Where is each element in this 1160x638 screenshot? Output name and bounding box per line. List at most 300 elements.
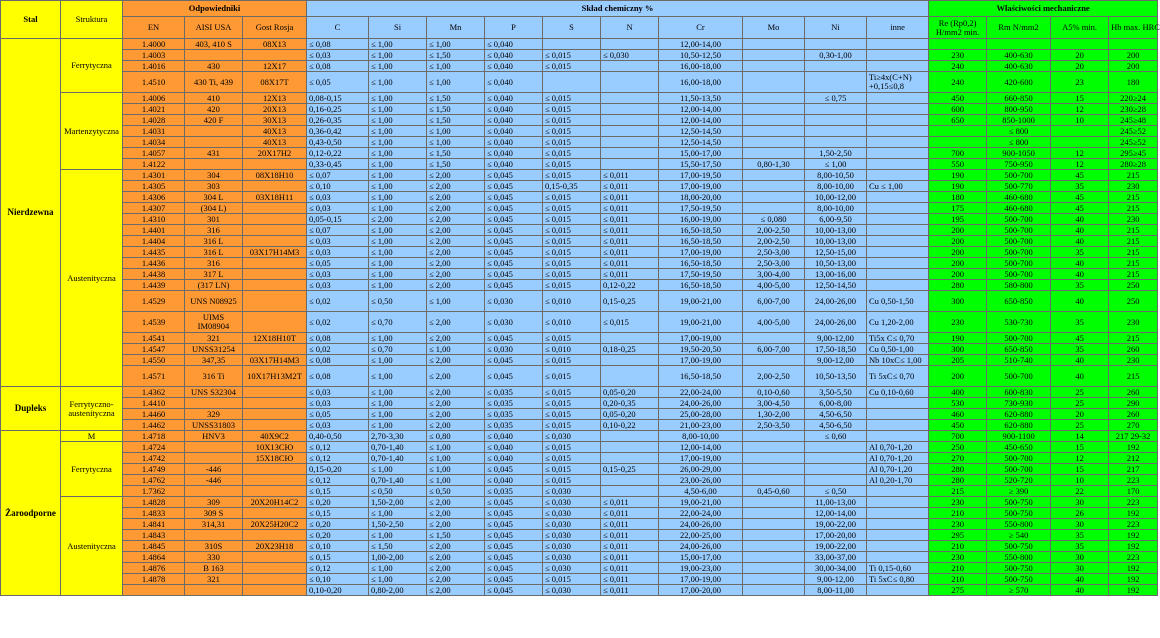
table-cell: 17,00-19,50 (659, 170, 743, 181)
table-cell: ≤ 0,015 (543, 225, 601, 236)
table-cell: Al 0,70-1,20 (867, 453, 929, 464)
table-cell: 2,70-3,30 (369, 431, 427, 442)
table-cell: 26,00-29,00 (659, 464, 743, 475)
table-cell: 300 (929, 344, 987, 355)
table-cell: ≤ 1,00 (369, 574, 427, 585)
table-cell (805, 475, 867, 486)
table-cell: 24,00-26,00 (659, 519, 743, 530)
table-cell: 210 (929, 563, 987, 574)
table-cell: 0,43-0,50 (307, 137, 369, 148)
table-cell: 14 (1051, 431, 1109, 442)
table-cell: ≤ 0,040 (485, 72, 543, 93)
table-cell: ≤ 1,00 (427, 137, 485, 148)
table-cell: 12X13 (243, 93, 307, 104)
table-cell: ≤ 0,045 (485, 203, 543, 214)
table-cell: ≤ 0,08 (307, 355, 369, 366)
table-cell: (304 L) (185, 203, 243, 214)
table-cell (743, 126, 805, 137)
header-gost: Gost Rosja (243, 17, 307, 39)
table-cell: 223 (1109, 475, 1158, 486)
table-cell: 1.4529 (123, 291, 185, 312)
table-cell: 15,50-17,50 (659, 159, 743, 170)
table-row (1, 475, 1158, 486)
structure-label: Ferrytyczna (61, 39, 123, 93)
table-cell: 316 Ti (185, 366, 243, 387)
table-cell (743, 442, 805, 453)
table-cell: 20X20H14C2 (243, 497, 307, 508)
table-cell: 3,00-4,00 (743, 269, 805, 280)
table-cell: ≤ 0,20 (307, 519, 369, 530)
table-cell: 321 (185, 574, 243, 585)
table-cell (601, 148, 659, 159)
table-cell: ≤ 0,030 (543, 541, 601, 552)
table-cell: 1.4000 (123, 39, 185, 50)
table-cell: 1.4864 (123, 552, 185, 563)
table-cell: 309 S (185, 508, 243, 519)
table-cell: 6,00-7,00 (743, 344, 805, 355)
header-sklad: Skład chemiczny % (307, 1, 929, 17)
table-cell: 230 (1109, 355, 1158, 366)
table-cell (243, 387, 307, 398)
table-cell (185, 159, 243, 170)
table-cell: 0,16-0,25 (307, 104, 369, 115)
table-cell: ≤ 1,00 (427, 72, 485, 93)
table-cell: Cu 0,50-1,00 (867, 344, 929, 355)
table-cell: 240 (929, 61, 987, 72)
table-cell: 17,00-19,00 (659, 574, 743, 585)
table-row (1, 420, 1158, 431)
table-cell: ≤ 0,045 (485, 574, 543, 585)
table-cell: 230 (929, 497, 987, 508)
table-cell (601, 486, 659, 497)
table-cell (243, 312, 307, 333)
table-cell: ≤ 0,030 (543, 585, 601, 596)
table-cell (805, 464, 867, 475)
table-cell: 215 (1109, 203, 1158, 214)
table-cell: 245≥48 (1109, 115, 1158, 126)
table-cell: 40 (1051, 258, 1109, 269)
table-cell: 40 (1051, 214, 1109, 225)
table-cell: ≤ 2,00 (427, 508, 485, 519)
table-cell: 215 (1109, 333, 1158, 344)
table-cell: ≤ 0,040 (485, 159, 543, 170)
table-cell: 15 (1051, 464, 1109, 475)
header-odpowiedniki: Odpowiedniki (123, 1, 307, 17)
table-cell: 8,00-10,00 (805, 181, 867, 192)
table-cell: 30,00-34,00 (805, 563, 867, 574)
table-cell (243, 291, 307, 312)
header-si: Si (369, 17, 427, 39)
table-cell (805, 72, 867, 93)
table-cell: ≤ 0,011 (601, 563, 659, 574)
table-cell (601, 126, 659, 137)
table-cell (743, 61, 805, 72)
table-cell (929, 126, 987, 137)
table-row (1, 486, 1158, 497)
table-cell: 1.4310 (123, 214, 185, 225)
table-cell (743, 519, 805, 530)
table-cell: Cu 0,50-1,50 (867, 291, 929, 312)
table-row (1, 137, 1158, 148)
table-cell (743, 104, 805, 115)
table-cell: 200 (1109, 50, 1158, 61)
table-cell: ≤ 0,015 (543, 61, 601, 72)
table-cell: ≤ 0,040 (485, 453, 543, 464)
table-cell: ≤ 0,50 (805, 486, 867, 497)
table-cell: ≤ 0,040 (485, 431, 543, 442)
table-cell (243, 409, 307, 420)
table-cell: ≤ 2,00 (427, 398, 485, 409)
table-cell: ≤ 0,045 (485, 530, 543, 541)
table-cell: 330 (185, 552, 243, 563)
header-rm: Rm N/mm2 (987, 17, 1051, 39)
table-cell: 1.4305 (123, 181, 185, 192)
table-row (1, 442, 1158, 453)
table-cell (243, 344, 307, 355)
table-cell (987, 39, 1051, 50)
table-cell: ≤ 0,045 (485, 170, 543, 181)
table-cell: 600 (929, 104, 987, 115)
table-cell (805, 453, 867, 464)
table-cell: ≤ 2,00 (427, 312, 485, 333)
table-cell: 280≥28 (1109, 159, 1158, 170)
table-cell: 3,50-5,50 (805, 387, 867, 398)
table-cell: 450 (929, 93, 987, 104)
header-ni: Ni (805, 17, 867, 39)
table-cell: ≤ 0,011 (601, 236, 659, 247)
table-cell: ≤ 0,011 (601, 508, 659, 519)
table-cell: 245≥52 (1109, 126, 1158, 137)
table-cell: 1,50-2,00 (369, 497, 427, 508)
table-cell: ≤ 2,00 (427, 203, 485, 214)
table-cell: 1.4742 (123, 453, 185, 464)
table-cell: 25 (1051, 398, 1109, 409)
table-cell: ≤ 0,030 (543, 497, 601, 508)
table-cell: 580-800 (987, 280, 1051, 291)
table-cell: 0,70-1,40 (369, 442, 427, 453)
table-cell: 10 (1051, 115, 1109, 126)
table-row (1, 366, 1158, 387)
table-cell: 0,10-0,20 (307, 585, 369, 596)
table-cell: ≤ 1,50 (427, 159, 485, 170)
table-cell: ≤ 1,00 (369, 508, 427, 519)
table-cell: 4,50-6,50 (805, 409, 867, 420)
table-cell: ≤ 0,015 (543, 366, 601, 387)
table-cell: 16,50-18,50 (659, 225, 743, 236)
table-cell: 750-950 (987, 159, 1051, 170)
table-cell: ≤ 0,035 (485, 486, 543, 497)
table-cell: 500-700 (987, 453, 1051, 464)
table-cell: 1.4404 (123, 236, 185, 247)
table-cell: 20 (1051, 50, 1109, 61)
table-cell (243, 225, 307, 236)
table-cell: ≤ 0,05 (307, 409, 369, 420)
table-cell: ≤ 1,00 (369, 72, 427, 93)
table-cell: 35 (1051, 312, 1109, 333)
table-cell: ≤ 0,015 (543, 104, 601, 115)
table-cell (867, 409, 929, 420)
table-cell (185, 442, 243, 453)
table-cell: ≤ 0,011 (601, 192, 659, 203)
table-cell: 15,00-17,00 (659, 552, 743, 563)
table-cell: 19,00-21,00 (659, 497, 743, 508)
table-cell: 17,00-19,00 (659, 181, 743, 192)
table-cell: 1.4547 (123, 344, 185, 355)
table-cell: ≤ 2,00 (427, 541, 485, 552)
table-cell: 40 (1051, 366, 1109, 387)
table-cell: 180 (1109, 72, 1158, 93)
table-cell (601, 72, 659, 93)
table-cell: ≤ 0,12 (307, 475, 369, 486)
table-cell: 230 (1109, 214, 1158, 225)
table-cell (601, 39, 659, 50)
table-cell: 19,00-23,00 (659, 563, 743, 574)
table-cell: 900-1100 (987, 431, 1051, 442)
table-cell: ≤ 1,50 (369, 541, 427, 552)
table-cell: 11,00-13,00 (805, 497, 867, 508)
header-p: P (485, 17, 543, 39)
table-cell: 1.4034 (123, 137, 185, 148)
table-cell: ≤ 1,00 (369, 387, 427, 398)
table-cell: ≤ 0,015 (543, 170, 601, 181)
table-cell (867, 203, 929, 214)
table-cell: 0,45-0,60 (743, 486, 805, 497)
table-cell: ≤ 0,035 (485, 398, 543, 409)
table-row (1, 61, 1158, 72)
table-cell: 200 (929, 366, 987, 387)
table-cell: UNS S32304 (185, 387, 243, 398)
table-cell (601, 355, 659, 366)
table-cell: ≤ 2,00 (427, 552, 485, 563)
table-row (1, 214, 1158, 225)
table-cell: 12 (1051, 453, 1109, 464)
table-cell: 1.4460 (123, 409, 185, 420)
table-cell: 1,50-2,50 (369, 519, 427, 530)
table-cell: 0,80-2,00 (369, 585, 427, 596)
table-cell: 17,00-20,00 (659, 585, 743, 596)
table-cell: 8,00-11,00 (805, 585, 867, 596)
table-cell (867, 225, 929, 236)
table-cell: ≤ 2,00 (427, 574, 485, 585)
table-cell: 12,50-14,50 (659, 137, 743, 148)
table-cell: 40 (1051, 291, 1109, 312)
table-cell: 190 (929, 170, 987, 181)
table-cell: ≤ 0,040 (485, 50, 543, 61)
table-cell: ≤ 0,015 (543, 269, 601, 280)
table-cell (743, 508, 805, 519)
table-row (1, 344, 1158, 355)
table-cell: 321 (185, 333, 243, 344)
table-cell: 260 (1109, 387, 1158, 398)
table-cell (805, 442, 867, 453)
table-cell (743, 497, 805, 508)
table-cell: ≤ 2,00 (427, 355, 485, 366)
table-cell: 33,00-37,00 (805, 552, 867, 563)
table-cell: B 163 (185, 563, 243, 574)
table-cell: ≤ 2,00 (427, 269, 485, 280)
table-cell: ≤ 0,015 (543, 574, 601, 585)
table-cell: 0,15-0,25 (601, 291, 659, 312)
table-cell: ≤ 2,00 (369, 214, 427, 225)
table-cell (867, 508, 929, 519)
table-cell: ≤ 0,03 (307, 387, 369, 398)
table-cell: 9,00-12,00 (805, 333, 867, 344)
table-cell: 40 (1051, 236, 1109, 247)
table-cell: Cu 0,10-0,60 (867, 387, 929, 398)
table-cell: 200 (929, 236, 987, 247)
table-cell: 190 (929, 333, 987, 344)
table-cell (185, 50, 243, 61)
table-cell: ≤ 2,00 (427, 236, 485, 247)
table-cell: ≤ 0,010 (543, 312, 601, 333)
table-cell: 3,00-4,50 (743, 398, 805, 409)
table-row (1, 519, 1158, 530)
table-cell: ≤ 1,00 (369, 93, 427, 104)
table-row (1, 93, 1158, 104)
table-cell: 35 (1051, 541, 1109, 552)
table-cell: 0,40-0,50 (307, 431, 369, 442)
table-cell (743, 563, 805, 574)
table-cell: 16,00-18,00 (659, 72, 743, 93)
table-cell: 2,50-3,50 (743, 420, 805, 431)
table-cell: ≤ 1,00 (369, 258, 427, 269)
table-cell: ≤ 0,03 (307, 192, 369, 203)
table-cell: 1.4749 (123, 464, 185, 475)
table-cell: 250 (929, 442, 987, 453)
table-cell: ≤ 0,08 (307, 61, 369, 72)
table-cell: 500-770 (987, 181, 1051, 192)
table-cell: 16,00-18,00 (659, 61, 743, 72)
table-cell: 18,00-20,00 (659, 192, 743, 203)
table-cell: 1.4122 (123, 159, 185, 170)
table-cell: 8,00-10,00 (659, 431, 743, 442)
table-cell: 20X13 (243, 104, 307, 115)
table-cell: ≤ 0,015 (543, 258, 601, 269)
table-cell: ≤ 0,02 (307, 312, 369, 333)
header-aisi: AISI USA (185, 17, 243, 39)
table-cell: 205 (929, 355, 987, 366)
table-cell (185, 453, 243, 464)
table-cell: ≤ 1,00 (427, 39, 485, 50)
table-cell (601, 104, 659, 115)
table-cell (743, 541, 805, 552)
table-cell: ≤ 0,030 (543, 519, 601, 530)
table-cell: ≤ 1,00 (427, 442, 485, 453)
table-cell: 850-1000 (987, 115, 1051, 126)
table-cell: 17,00-19,00 (659, 333, 743, 344)
steel-group: Nierdzewna (1, 39, 61, 387)
table-cell: 1.7362 (123, 486, 185, 497)
table-cell: 0,05-0,15 (307, 214, 369, 225)
table-cell: ≤ 1,00 (427, 475, 485, 486)
structure-label: Martenzytyczna (61, 93, 123, 170)
table-cell: ≤ 2,00 (427, 519, 485, 530)
table-row (1, 280, 1158, 291)
table-cell: 730-930 (987, 398, 1051, 409)
table-cell: 304 (185, 170, 243, 181)
table-cell: 6,00-8,00 (805, 398, 867, 409)
table-cell (805, 126, 867, 137)
table-cell: Ti5x C≤ 0,70 (867, 333, 929, 344)
table-cell: ≤ 1,00 (369, 126, 427, 137)
table-row (1, 453, 1158, 464)
table-row (1, 148, 1158, 159)
table-cell: 500-700 (987, 333, 1051, 344)
table-cell: ≤ 0,040 (485, 93, 543, 104)
table-cell: ≤ 0,03 (307, 236, 369, 247)
table-cell (243, 475, 307, 486)
table-cell: 30 (1051, 519, 1109, 530)
table-cell: ≤ 0,015 (543, 420, 601, 431)
table-cell: ≤ 0,015 (543, 464, 601, 475)
table-cell: 295≥45 (1109, 148, 1158, 159)
table-cell: 08X18H10 (243, 170, 307, 181)
table-cell: 03X18H11 (243, 192, 307, 203)
table-cell: 230 (929, 50, 987, 61)
table-cell (867, 398, 929, 409)
table-cell: ≤ 0,011 (601, 203, 659, 214)
table-cell (743, 192, 805, 203)
table-cell: ≥ 570 (987, 585, 1051, 596)
table-cell: ≤ 0,015 (543, 192, 601, 203)
table-cell: 430 (185, 61, 243, 72)
table-cell: ≤ 0,045 (485, 366, 543, 387)
table-cell: ≤ 0,015 (543, 475, 601, 486)
table-cell (867, 50, 929, 61)
table-cell: 215 (1109, 170, 1158, 181)
table-cell: 410 (185, 93, 243, 104)
table-cell: ≤ 0,030 (543, 431, 601, 442)
table-cell: 12 (1051, 159, 1109, 170)
table-cell: 316 (185, 258, 243, 269)
table-cell: 10 (1051, 475, 1109, 486)
table-cell: ≤ 0,040 (485, 442, 543, 453)
table-row (1, 508, 1158, 519)
table-cell: 4,00-5,00 (743, 280, 805, 291)
table-cell: ≤ 1,00 (369, 50, 427, 61)
table-cell: 22,00-24,00 (659, 387, 743, 398)
table-cell: 1.4306 (123, 192, 185, 203)
table-cell: ≤ 1,00 (369, 39, 427, 50)
table-row (1, 50, 1158, 61)
table-cell (743, 574, 805, 585)
table-cell (929, 39, 987, 50)
table-cell: ≤ 0,045 (485, 236, 543, 247)
table-cell: ≤ 1,00 (369, 563, 427, 574)
table-cell: ≤ 2,00 (427, 181, 485, 192)
table-cell: 17,00-19,00 (659, 247, 743, 258)
table-cell: ≤ 1,00 (369, 398, 427, 409)
table-cell: 230≥28 (1109, 104, 1158, 115)
table-cell (867, 159, 929, 170)
table-cell: 223 (1109, 519, 1158, 530)
table-cell: 08X17T (243, 72, 307, 93)
table-cell: Ti 5xC≤ 0,80 (867, 574, 929, 585)
table-cell (601, 159, 659, 170)
table-cell (185, 126, 243, 137)
table-cell: ≤ 0,015 (543, 453, 601, 464)
table-cell: 460-680 (987, 192, 1051, 203)
table-cell: 240 (929, 72, 987, 93)
table-cell: 450 (929, 420, 987, 431)
table-cell: 45 (1051, 192, 1109, 203)
table-row (1, 497, 1158, 508)
table-cell: 1.4021 (123, 104, 185, 115)
table-cell: 1,50-2,50 (805, 148, 867, 159)
table-cell: 17,00-20,00 (805, 530, 867, 541)
table-cell: 16,00-19,00 (659, 214, 743, 225)
table-cell: ≤ 0,011 (601, 541, 659, 552)
